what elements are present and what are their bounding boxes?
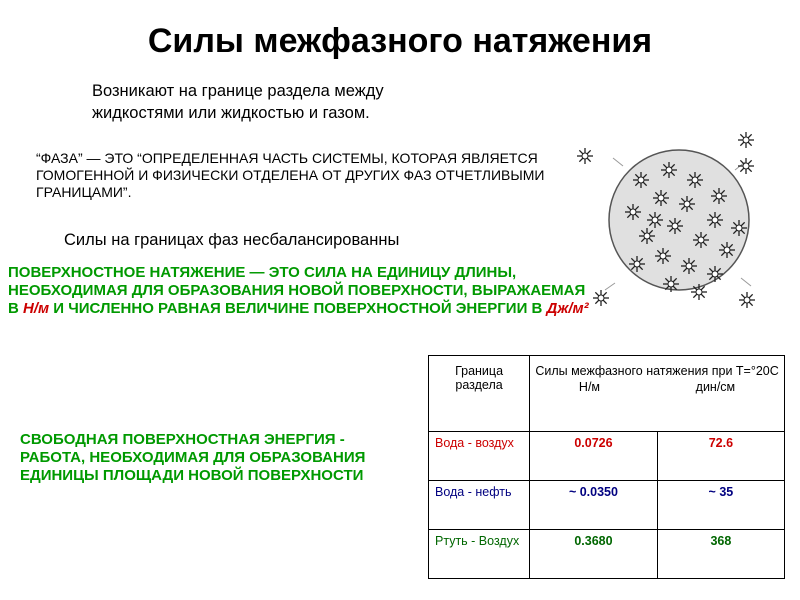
molecule-icon xyxy=(647,212,663,228)
value-dyn-cm: 72.6 xyxy=(657,432,784,481)
force-arrow xyxy=(741,278,751,286)
row-label: Ртуть - Воздух xyxy=(429,530,530,579)
surface-tension-text-2: И ЧИСЛЕННО РАВНАЯ ВЕЛИЧИНЕ ПОВЕРХНОСТНОЙ ЭНЕРГИИ В xyxy=(49,300,547,317)
table-row xyxy=(429,481,785,530)
molecule-icon xyxy=(639,228,655,244)
phase-definition: “ФАЗА” — ЭТО “ОПРЕДЕЛЕННАЯ ЧАСТЬ СИСТЕМЫ, КОТОРАЯ ЯВЛЯЕТСЯ ГОМОГЕННОЙ И ФИЗИЧЕСКИ ОТДЕЛЕНА ОТ ДРУГИХ ФАЗ ОТЧЕТЛИВЫМИ ГРАНИЦАМИ”. xyxy=(36,150,545,200)
molecule-icon xyxy=(681,258,697,274)
surface-tension-definition xyxy=(8,264,598,318)
page-title: Силы межфазного натяжения xyxy=(147,22,653,60)
molecule-icon xyxy=(653,190,669,206)
row-label: Вода - воздух xyxy=(429,432,530,481)
molecule-icon xyxy=(593,290,609,306)
unit-n-m: Н/м xyxy=(578,380,601,394)
phase-boundary-diagram xyxy=(575,128,775,318)
molecule-icon xyxy=(667,218,683,234)
liquid-phase-circle xyxy=(609,150,749,290)
molecule-icon xyxy=(719,242,735,258)
row-label: Вода - нефть xyxy=(429,481,530,530)
force-arrow xyxy=(605,283,615,290)
molecule-icon xyxy=(693,232,709,248)
molecule-icon xyxy=(738,158,754,174)
molecule-icon xyxy=(655,248,671,264)
molecule-icon xyxy=(633,172,649,188)
surface-tension-text-1: ПОВЕРХНОСТНОЕ НАТЯЖЕНИЕ — ЭТО СИЛА НА ЕДИНИЦУ ДЛИНЫ, НЕОБХОДИМАЯ ДЛЯ ОБРАЗОВАНИЯ НОВОЙ ПОВЕРХНОСТИ, ВЫРАЖАЕМАЯ В xyxy=(8,264,586,317)
molecule-icon xyxy=(707,266,723,282)
unit-j-per-m2: Дж/м² xyxy=(546,300,589,317)
unit-n-per-m: Н/м xyxy=(23,300,50,317)
molecule-icon xyxy=(679,196,695,212)
molecule-icon xyxy=(711,188,727,204)
unit-dyn-cm: дин/см xyxy=(695,380,736,394)
molecule-icon xyxy=(687,172,703,188)
molecule-icon xyxy=(661,162,677,178)
unbalanced-forces-text: Силы на границах фаз несбалансированны xyxy=(64,231,400,249)
value-dyn-cm: 368 xyxy=(657,530,784,579)
molecule-icon xyxy=(707,212,723,228)
interfacial-tension-table xyxy=(428,355,785,579)
molecule-icon xyxy=(731,220,747,236)
header-forces: Силы межфазного натяжения при T=°20C Н/м дин/см xyxy=(530,356,785,432)
molecule-icon xyxy=(739,292,755,308)
table-row xyxy=(429,530,785,579)
table-row xyxy=(429,432,785,481)
molecule-icon xyxy=(691,284,707,300)
molecule-icon xyxy=(577,148,593,164)
value-n-m: 0.0726 xyxy=(530,432,658,481)
force-arrow xyxy=(613,158,623,166)
intro-text: Возникают на границе раздела между жидкостями или жидкостью и газом. xyxy=(92,82,384,122)
molecule-icon xyxy=(663,276,679,292)
table-header-row xyxy=(429,356,785,432)
molecule-icon xyxy=(625,204,641,220)
molecule-icon xyxy=(629,256,645,272)
free-energy-definition: СВОБОДНАЯ ПОВЕРХНОСТНАЯ ЭНЕРГИЯ - РАБОТА, НЕОБХОДИМАЯ ДЛЯ ОБРАЗОВАНИЯ ЕДИНИЦЫ ПЛОЩАДИ НОВОЙ ПОВЕРХНОСТИ xyxy=(20,431,366,484)
value-n-m: ~ 0.0350 xyxy=(530,481,658,530)
value-n-m: 0.3680 xyxy=(530,530,658,579)
value-dyn-cm: ~ 35 xyxy=(657,481,784,530)
header-boundary: Граница раздела xyxy=(429,356,530,432)
molecule-icon xyxy=(738,132,754,148)
